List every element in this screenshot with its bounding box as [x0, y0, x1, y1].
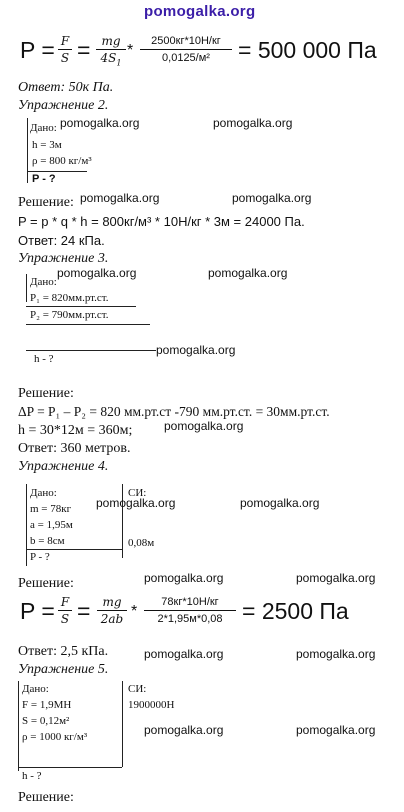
answer-3: Ответ: 360 метров. [18, 441, 131, 456]
solution-label: Решение: [18, 386, 74, 401]
divider [122, 681, 123, 767]
exercise-5-title: Упражнение 5. [18, 662, 109, 677]
equals-sign: = [77, 598, 91, 624]
si-label: СИ: [128, 683, 147, 695]
divider [26, 324, 150, 325]
watermark: pomogalka.org [80, 191, 160, 205]
given-rho: ρ = 800 кг/м³ [32, 155, 92, 167]
site-title[interactable]: pomogalka.org [144, 3, 256, 20]
given-rho: ρ = 1000 кг/м³ [22, 731, 88, 743]
watermark: pomogalka.org [240, 496, 320, 510]
answer-1: Ответ: 50к Па. [18, 80, 114, 95]
fraction-values: 2500кг*10Н/кг 0,0125/м² [140, 34, 232, 65]
solution-3-line-2: h = 30*12м = 360м; [18, 423, 133, 438]
solution-label: Решение: [18, 790, 74, 805]
fraction-mg-over-4s: mg $4S_1$ [96, 34, 126, 70]
watermark: pomogalka.org [60, 116, 140, 130]
given-S: S = 0,12м² [22, 715, 70, 727]
fraction-mg-over-2ab: mg 2ab [97, 595, 127, 626]
watermark: pomogalka.org [144, 571, 224, 585]
formula-lhs: P = [20, 598, 55, 624]
find-label: P - ? [32, 173, 56, 185]
solution-3-line-1: ΔP = P₁ – P₂ = 820 мм.рт.ст -790 мм.рт.ст. = 30мм.рт.ст. [18, 404, 330, 419]
given-label: Дано: [30, 276, 57, 288]
given-m: m = 78кг [30, 503, 72, 515]
given-label: Дано: [30, 122, 57, 134]
watermark: pomogalka.org [144, 647, 224, 661]
watermark: pomogalka.org [232, 191, 312, 205]
divider [26, 484, 27, 566]
given-label: Дано: [30, 487, 57, 499]
answer-2: Ответ: 24 кПа. [18, 233, 105, 248]
find-label: h - ? [34, 353, 54, 365]
formula-result: = 2500 Па [242, 598, 349, 624]
answer-4: Ответ: 2,5 кПа. [18, 644, 109, 659]
exercise-3-title: Упражнение 3. [18, 251, 109, 266]
fraction-f-over-s: F S [58, 595, 72, 626]
watermark: pomogalka.org [156, 343, 236, 357]
given-p2: P₂ = 790мм.рт.ст. [30, 309, 109, 321]
divider [26, 549, 122, 550]
given-F: F = 1,9МН [22, 699, 72, 711]
given-b: b = 8см [30, 535, 65, 547]
fraction-values: 78кг*10Н/кг 2*1,95м*0,08 [144, 595, 236, 626]
divider [26, 350, 156, 351]
solution-label: Решение: [18, 576, 74, 591]
exercise-4-title: Упражнение 4. [18, 459, 109, 474]
find-label: P - ? [30, 551, 50, 563]
watermark: pomogalka.org [296, 571, 376, 585]
divider [27, 118, 28, 183]
watermark: pomogalka.org [208, 266, 288, 280]
watermark: pomogalka.org [144, 723, 224, 737]
given-h: h = 3м [32, 139, 62, 151]
given-label: Дано: [22, 683, 49, 695]
formula-lhs: P = [20, 37, 55, 63]
watermark: pomogalka.org [296, 723, 376, 737]
watermark: pomogalka.org [57, 266, 137, 280]
solution-label: Решение: [18, 195, 74, 210]
divider [18, 767, 122, 768]
watermark: pomogalka.org [213, 116, 293, 130]
divider [18, 681, 19, 771]
divider [27, 171, 87, 172]
given-p1: P₁ = 820мм.рт.ст. [30, 292, 109, 304]
formula-result: = 500 000 Па [238, 37, 377, 63]
times-sign: * [127, 42, 134, 59]
equals-sign: = [77, 37, 91, 63]
find-label: h - ? [22, 770, 42, 782]
solution-2: P = p * q * h = 800кг/м³ * 10Н/кг * 3м = 24000 Па. [18, 214, 305, 229]
F-si-value: 1900000Н [128, 699, 175, 711]
b-si-value: 0,08м [128, 537, 155, 549]
fraction-f-over-s: F S [58, 34, 72, 65]
divider [26, 274, 27, 302]
exercise-2-title: Упражнение 2. [18, 98, 109, 113]
si-label: СИ: [128, 487, 147, 499]
watermark: pomogalka.org [296, 647, 376, 661]
times-sign: * [131, 603, 138, 620]
divider [26, 306, 136, 307]
watermark: pomogalka.org [164, 419, 244, 433]
watermark: pomogalka.org [96, 496, 176, 510]
given-a: a = 1,95м [30, 519, 73, 531]
